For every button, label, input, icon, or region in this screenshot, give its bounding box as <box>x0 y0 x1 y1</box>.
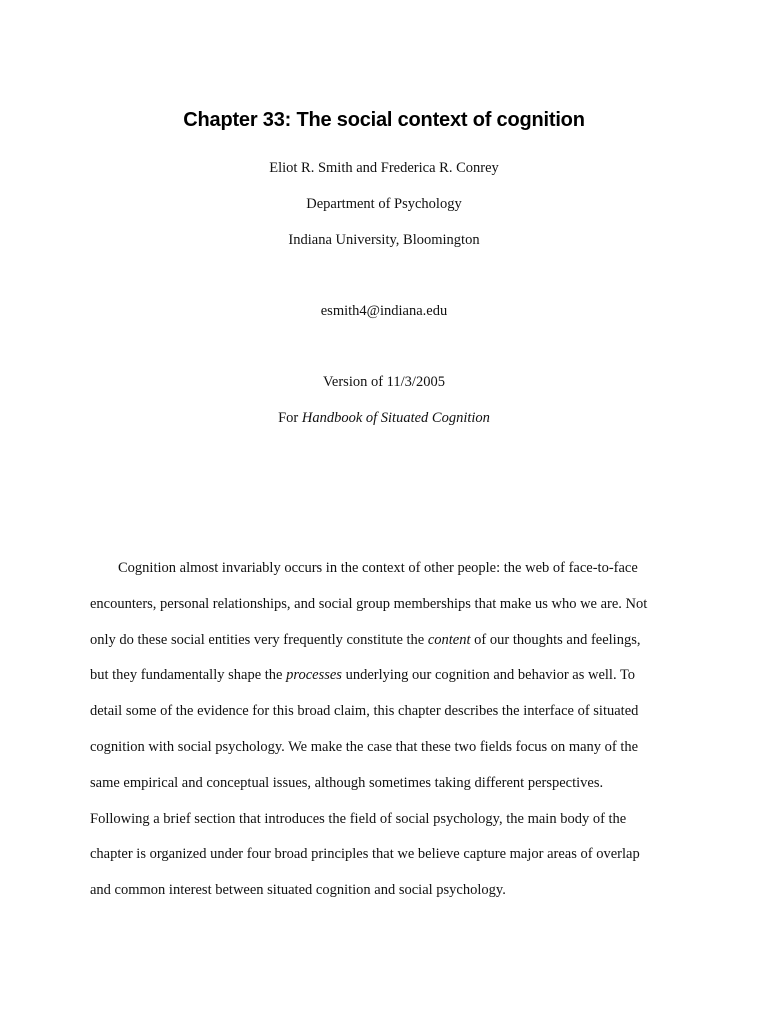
department: Department of Psychology <box>306 196 462 212</box>
handbook-title: Handbook of Situated Cognition <box>301 410 490 426</box>
text-run: but they fundamentally shape the <box>90 667 287 684</box>
text-run: only do these social entities very frequently constitute the <box>90 631 428 648</box>
abstract-line <box>90 658 690 694</box>
abstract-line: encounters, personal relationships, and social group memberships that make us who we are. Not <box>90 595 648 612</box>
emphasis-content: content <box>427 631 471 648</box>
abstract-line <box>90 623 690 659</box>
abstract-line: detail some of the evidence for this broad claim, this chapter describes the interface of situated <box>90 703 639 720</box>
abstract-line: cognition with social psychology. We make the case that these two fields focus on many of the <box>90 738 639 755</box>
university: Indiana University, Bloomington <box>288 232 480 248</box>
emphasis-processes: processes <box>286 667 342 684</box>
text-run: underlying our cognition and behavior as well. To <box>341 667 636 684</box>
authors: Eliot R. Smith and Frederica R. Conrey <box>269 160 499 176</box>
abstract-line: Following a brief section that introduces the field of social psychology, the main body of the <box>90 810 627 827</box>
abstract-line: same empirical and conceptual issues, although sometimes taking different perspectives. <box>90 774 604 791</box>
email: esmith4@indiana.edu <box>320 303 448 319</box>
abstract-paragraph <box>90 551 690 909</box>
abstract-line: Cognition almost invariably occurs in the context of other people: the web of face-to-face <box>118 560 638 576</box>
for-prefix: For <box>278 410 302 426</box>
abstract-line: and common interest between situated cognition and social psychology. <box>90 882 506 899</box>
version: Version of 11/3/2005 <box>323 374 445 390</box>
for-line <box>0 408 768 428</box>
abstract-line: chapter is organized under four broad principles that we believe capture major areas of overlap <box>90 846 640 863</box>
chapter-title: Chapter 33: The social context of cognition <box>183 109 585 131</box>
text-run: of our thoughts and feelings, <box>470 631 641 648</box>
